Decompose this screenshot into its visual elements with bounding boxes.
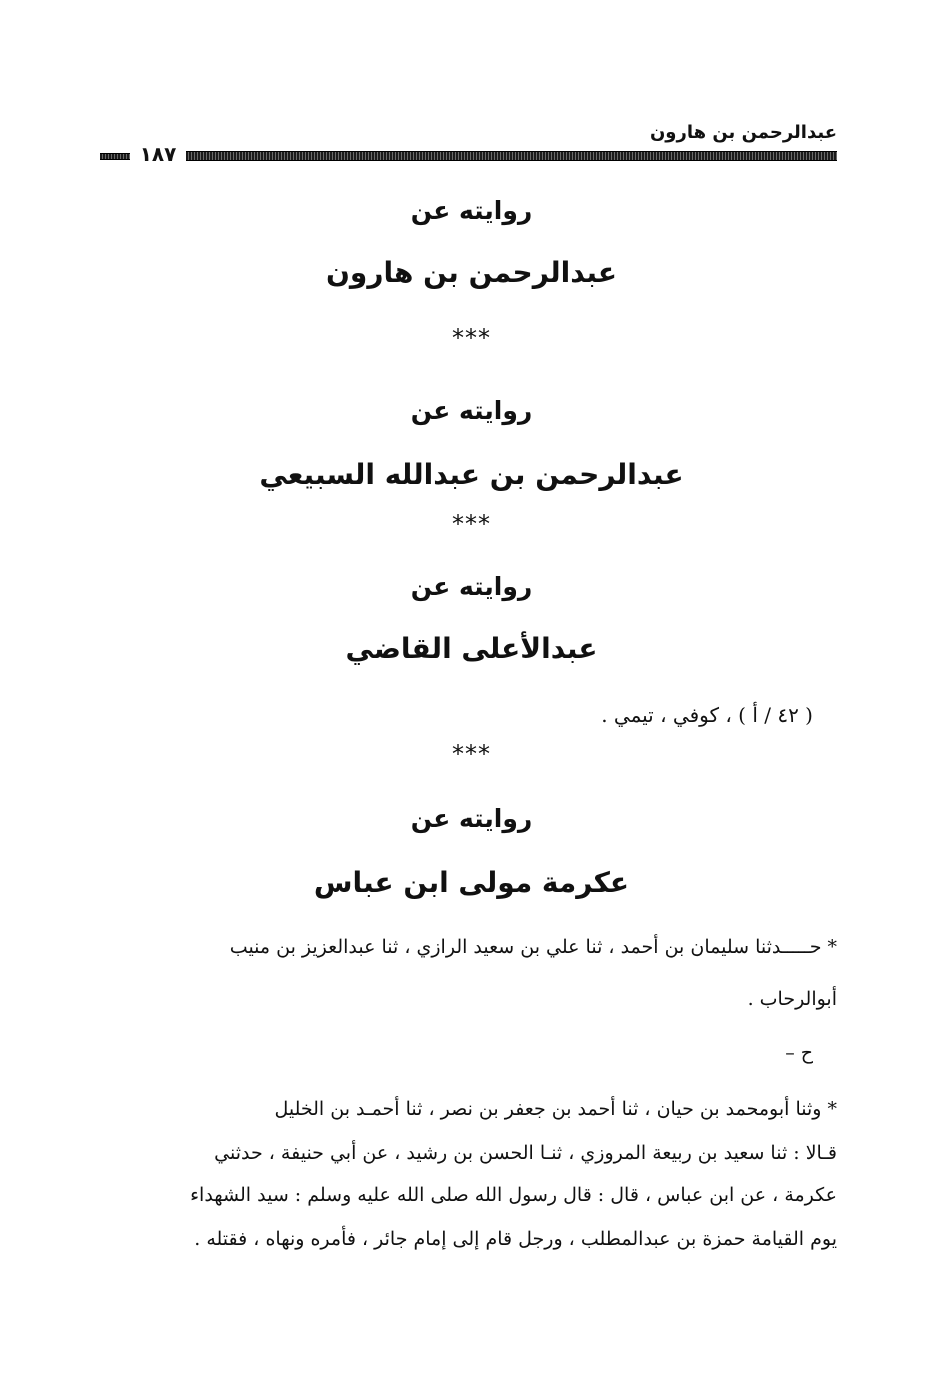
running-title: عبدالرحمن بن هارون [649,122,837,143]
section-2-name: عبدالرحمن بن عبدالله السبيعي [259,458,684,491]
section-3-note: ( ٤٢ / أ ) ، كوفي ، تيمي . [601,703,813,727]
para2-line-1: * وثنا أبومحمد بن حيان ، ثنا أحمد بن جعفر بن نصر ، ثنا أحمـد بن الخليل [274,1098,837,1120]
section-1-label: روايته عن [410,196,533,225]
para2-line-3: عكرمة ، عن ابن عباس ، قال : قال رسول الله صلى الله عليه وسلم : سيد الشهداء [190,1184,837,1206]
ha-marker: ح – [785,1042,813,1064]
section-2-separator: *** [452,510,491,538]
section-2-label: روايته عن [410,396,533,425]
section-4-label: روايته عن [410,804,533,833]
para2-line-2: قـالا : ثنا سعيد بن ربيعة المروزي ، ثنـا الحسن بن رشيد ، عن أبي حنيفة ، حدثني [214,1142,837,1164]
section-1-name: عبدالرحمن بن هارون [326,256,617,289]
page-number: ١٨٧ [139,142,177,166]
header-rule [186,151,837,161]
section-1-separator: *** [452,324,491,352]
para1-line-2: أبوالرحاب . [747,988,837,1010]
section-3-label: روايته عن [410,572,533,601]
section-3-name: عبدالأعلى القاضي [345,632,598,665]
section-3-separator: *** [452,740,491,768]
header-rule-left [100,153,130,160]
para1-line-1: * حـــــدثنا سليمان بن أحمد ، ثنا علي بن سعيد الرازي ، ثنا عبدالعزيز بن منيب [229,936,837,958]
section-4-name: عكرمة مولى ابن عباس [313,866,630,899]
para2-line-4: يوم القيامة حمزة بن عبدالمطلب ، ورجل قام إلى إمام جائر ، فأمره ونهاه ، فقتله . [194,1228,837,1250]
